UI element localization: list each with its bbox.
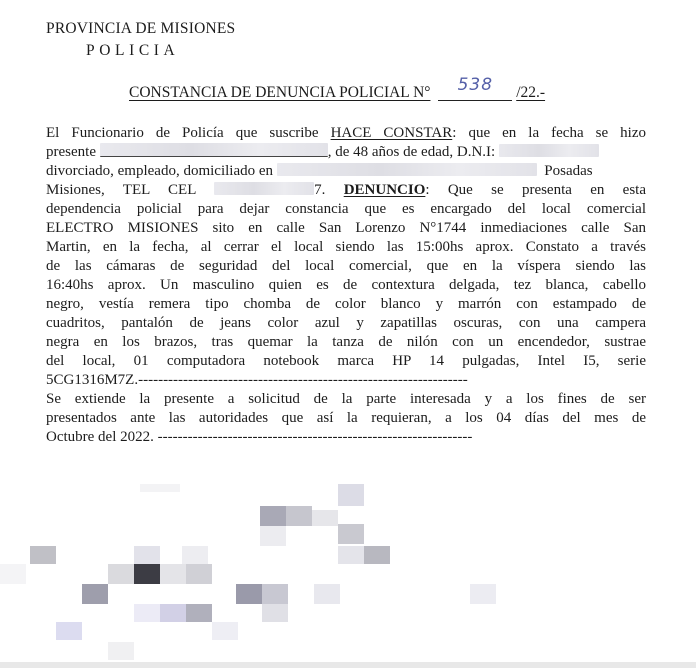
body-line-6: ELECTRO MISIONES sito en calle San Lorenzo N°1744 inmediaciones calle San <box>46 220 646 236</box>
redacted-phone <box>214 182 314 195</box>
body-line-8: de las cámaras de seguridad del local comercial, que en la víspera siendo las <box>46 258 646 274</box>
document-body <box>46 124 646 447</box>
body-line-10: negro, vestía remera tipo chomba de color blanco y marrón con estampado de <box>46 296 646 312</box>
hace-constar: HACE CONSTAR <box>330 125 453 141</box>
handwritten-number: 538 <box>457 75 494 95</box>
body-line-2: presente , de 48 años de edad, D.N.I: <box>46 143 646 162</box>
redacted-address <box>277 163 537 176</box>
body-line-17: Octubre del 2022. --------------------------------------------------------------- <box>46 429 473 445</box>
denuncio-label: DENUNCIO <box>343 182 426 198</box>
body-line-9: 16:40hs aprox. Un masculino quien es de contextura delgada, tez blanca, cabello <box>46 277 646 293</box>
title-text: CONSTANCIA DE DENUNCIA POLICIAL N° <box>129 84 431 101</box>
pixelated-signature-area <box>0 470 696 668</box>
redacted-name <box>100 143 328 157</box>
body-line-15: Se extiende la presente a solicitud de la parte interesada y a los fines de ser <box>46 391 646 407</box>
body-line-12: negra en los brazos, tras quemar la tanza de nilón con un encendedor, sustrae <box>46 334 646 350</box>
body-line-7: Martin, en la fecha, al cerrar el local siendo las 15:00hs aprox. Constato a través <box>46 239 646 255</box>
province-header: PROVINCIA DE MISIONES <box>46 20 236 37</box>
body-line-11: cuadritos, pantalón de jeans color azul y zapatillas oscuras, con una campera <box>46 315 646 331</box>
agency-header: POLICIA <box>86 42 180 59</box>
body-line-5: dependencia policial para dejar constancia que es encargado del local comercial <box>46 201 646 217</box>
document-title <box>129 75 546 102</box>
body-line-3: divorciado, empleado, domiciliado en Posadas <box>46 163 593 179</box>
body-line-16: presentados ante las autoridades que así la requieran, a los 04 días del mes de <box>46 410 646 426</box>
body-line-4: Misiones, TEL CEL 7. DENUNCIO: Que se presenta en esta <box>46 182 646 198</box>
body-line-14: 5CG1316M7Z.------------------------------------------------------------------ <box>46 372 468 388</box>
redacted-dni <box>499 144 599 157</box>
body-line-13: del local, 01 computadora notebook marca HP 14 pulgadas, Intel I5, serie <box>46 353 646 369</box>
title-number-field <box>438 75 512 101</box>
title-suffix: /22.- <box>516 84 546 101</box>
body-line-1: El Funcionario de Policía que suscribe HACE CONSTAR: que en la fecha se hizo <box>46 125 646 141</box>
